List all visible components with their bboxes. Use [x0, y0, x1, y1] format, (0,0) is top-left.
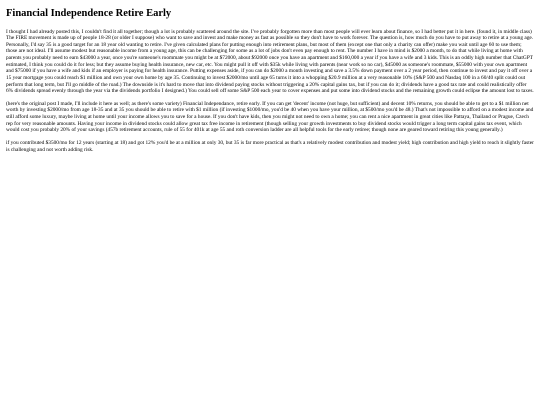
article: [0, 0, 540, 153]
page-title: Financial Independence Retire Early: [6, 8, 172, 19]
paragraph-intro: I thought I had already posted this, I couldn't find it all together; though a lot is probably scattered around the site. I've probably forgotten more than most people will ever learn about finance, so I had better put it in here. (found it, in middle class) The FIRE movement is made up of people 18-28 (or older I suppose) who want to save and invest and make money as fast as possible so they don't have to work forever. The question is, how much do you have to put away to retire at a young age. Personally, I'd say 35 is a good target for an 18 year old wanting to retire. I've given calculated plans for putting enough into retirement plans, but most of them (except one that only a charity can offer) make you wait until age 60 to use them; those are not ideal. I'll assume modest but reasonable income from a young age, this can be challenging for some as a lot of jobs don't even pay enough to rent. The number I have in mind is $2000 a month, to do that while living at home with parents you probably need to earn $43000 a year, once you're someone's roommate you might be at $72000, about $92000 once you have an apartment and $160,000 a year if you have a wife and 3 kids. This is an oddly high number that ChatGPT estimated, I think you could do it for less; but they assume buying health insurance, new car, etc. You might pull it off with $35k while living with parents (near work so no car), $45000 as someone's roommate, $55000 with your own apartment and $75000 if you have a wife and kids if an employer is paying for health insurance. Putting expenses aside, if you can do $2000 a month investing and save a 3.5% down payment over a 2 year period, then continue to invest and pay it off over a 15 year mortgage you could reach $1 million and own your own home by age 35. Continuing to invest $2000/mo until age 65 turns it into a whopping $20.9 million at a very reasonable 10% (S&P 500 and Nasdaq 100 in a 60/40 split could out perform that long term, but I'll go middle of the road.) The downside is it's hard to move that into dividend paying stocks without triggering a 20% capital gains tax, but if you can do it; dividends have a good tax rate and could realistically offer 6% dividends spread evenly through the year via the dividends portfolio I designed.) You could sell off some S&P 500 each year to cover expenses and put some into dividend stocks and the remaining growth could eclipse the amount lost to taxes.: [6, 28, 534, 95]
paragraph-original-post: (here's the original post I made, I'll include it here as well; as there's some variety) Financial Independance, retire early. If you can get 'decent' income (not huge, but sufficient) and decent 10% returns, you should be able to get to a $1 million net worth by investing $2000/mo from age 18-35 and at 35 you should be able to retire with $1 million (if investing $1000/mo, you'd be 40 when you have your million, at $500/mo you'd be 48.) That's not impossible to afford on a modest income and still afford some luxury, maybe living at home until your income allows you to save for a house. If you don't have kids, then you might not need to own a home; you can rent a nice apartment in great cities like Pattaya, Thailand or Prague, Czech rep for very reasonable amounts. Having your income in dividend stocks could allow great tax free income in retirement (though selling your growth investments to buy dividend stocks would trigger a long term capital gains tax event, which would cost you probably 20% of your savings (457b retirement accounts, rule of 55 for 401k at age 55 and roth conversion ladder are all helpful tools for the early retiree; though none are geared toward retiring this young generally.): [6, 100, 534, 134]
paragraph-conclusion: if you contributed $3500/mo for 12 years (starting at 18) and got 12% you'd be at a million at only 30, but 35 is far more practical as that's a relatively modest contribution and modest yield; high contribution and high yield to reach it slightly faster is challenging and not worth adding risk.: [6, 139, 534, 153]
